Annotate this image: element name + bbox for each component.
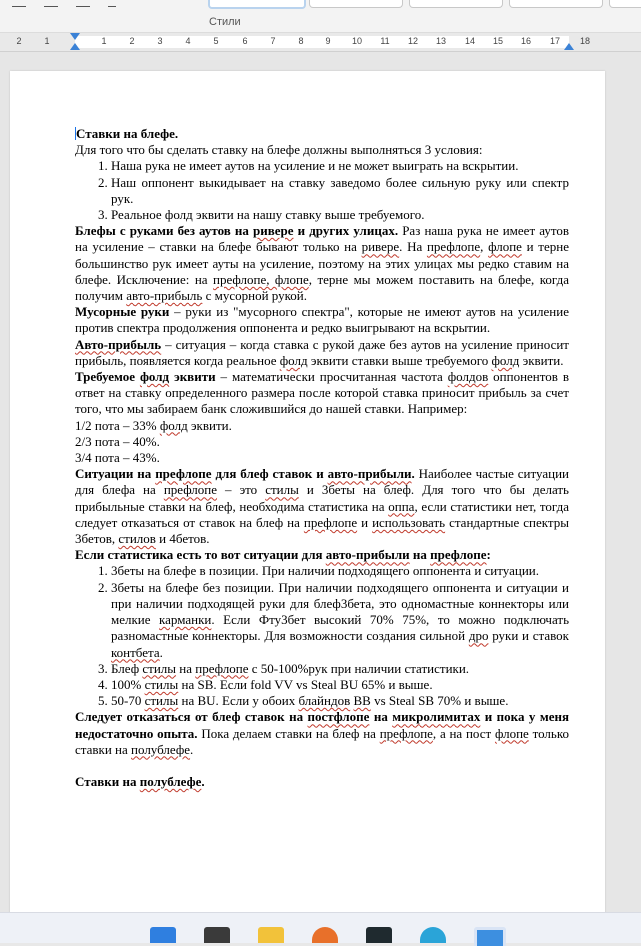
list-item: 2. 3беты на блефе без позиции. При наличии подходящего оппонента и ситуации и при наличии подходящей руки для блеф3бета, это одномастные коннекторы или мелкие карманки. Если Фту3бет высокий 70% 75%, то можно подключать разномастные коннекторы. Для возможности создания сильной дро руки и ставок контбета. bbox=[111, 580, 569, 661]
ruler-number: 1 bbox=[44, 36, 50, 46]
ruler-number: 3 bbox=[157, 36, 163, 46]
conditions-list bbox=[75, 158, 569, 223]
ruler-number: 2 bbox=[129, 36, 135, 46]
empty-line bbox=[75, 758, 569, 774]
ruler-number: 1 bbox=[101, 36, 107, 46]
firefox-icon[interactable] bbox=[312, 927, 338, 943]
ruler-number: 10 bbox=[351, 36, 363, 46]
horizontal-ruler[interactable] bbox=[0, 33, 641, 52]
document-page[interactable] bbox=[10, 71, 605, 921]
list-item: 5. 50-70 стилы на BU. Если у обоих блайндов BB vs Steal SB 70% и выше. bbox=[111, 693, 569, 709]
style-preset-4[interactable] bbox=[509, 0, 603, 8]
file-explorer-icon[interactable] bbox=[258, 927, 284, 943]
paragraph-required-fold-equity: Требуемое фолд эквити – математически просчитанная частота фолдов оппонентов в ответ на ставку определенного размера после которой ставка приносит прибыль за счет того, что мы забираем банк сложившийся до нашей ставки. Например: bbox=[75, 369, 569, 417]
paragraph-trash-hands: Мусорные руки – руки из "мусорного спектра", которые не имеют аутов на усиление против спектра продолжения оппонента и редко выигрывают на вскрытии. bbox=[75, 304, 569, 336]
example-line: 2/3 пота – 40%. bbox=[75, 433, 160, 449]
paragraph-auto-profit: Авто-прибыль – ситуация – когда ставка с рукой даже без аутов на усиление приносит прибыль, появляется когда реальное фолд эквити ставки выше требуемого фолд эквити. bbox=[75, 336, 569, 368]
ruler-number: 4 bbox=[185, 36, 191, 46]
ruler-number: 2 bbox=[16, 36, 22, 46]
ruler-number: 16 bbox=[520, 36, 532, 46]
list-item: 3. Блеф стилы на префлопе с 50-100%рук при наличии статистики. bbox=[111, 661, 569, 677]
ruler-number: 12 bbox=[407, 36, 419, 46]
heading-semi-bluff: Ставки на полублефе. bbox=[75, 773, 205, 789]
active-app-icon[interactable] bbox=[474, 927, 506, 946]
ribbon-toolbar bbox=[0, 0, 641, 33]
ruler-number: 11 bbox=[380, 36, 390, 46]
ruler-number: 6 bbox=[242, 36, 248, 46]
multilevel-list-icon[interactable] bbox=[76, 0, 90, 7]
numbering-icon[interactable] bbox=[44, 0, 58, 7]
style-preset-2[interactable] bbox=[309, 0, 403, 8]
list-item: 2. Наш оппонент выкидывает на ставку заведомо более сильную руку или спектр рук. bbox=[111, 175, 569, 207]
list-item: 4. 100% стилы на SB. Если fold VV vs Steal BU 65% и выше. bbox=[111, 677, 569, 693]
list-item: 1. Наша рука не имеет аутов на усиление и не может выиграть на вскрытии. bbox=[111, 158, 569, 174]
taskbar bbox=[0, 912, 641, 943]
globe-app-icon[interactable] bbox=[420, 927, 446, 943]
style-preset-1[interactable] bbox=[208, 0, 306, 9]
ruler-number: 18 bbox=[579, 36, 591, 46]
ruler-number: 8 bbox=[298, 36, 304, 46]
intro-paragraph: Для того что бы сделать ставку на блефе должны выполняться 3 условия: bbox=[75, 142, 483, 158]
ruler-number: 13 bbox=[435, 36, 447, 46]
list-item: 1. 3беты на блефе в позиции. При наличии подходящего оппонента и ситуации. bbox=[111, 563, 569, 579]
example-line: 3/4 пота – 43%. bbox=[75, 450, 160, 466]
paragraph-no-outs: Блефы с руками без аутов на ривере и других улицах. Раз наша рука не имеет аутов на усиление – ставки на блефе бывают только на ривере. На префлопе, флопе и терне большинство рук имеет ауты на усиление, поэтому на этих улицах мы редко ставим на блефе. Исключение: на префлопе, флопе, терне мы можем поставить на блефе, когда получим авто-прибыль с мусорной рукой. bbox=[75, 223, 570, 304]
right-indent-marker[interactable] bbox=[564, 43, 574, 50]
left-indent-marker[interactable] bbox=[70, 43, 80, 50]
ruler-number: 9 bbox=[325, 36, 331, 46]
ruler-number: 15 bbox=[492, 36, 504, 46]
ruler-number: 7 bbox=[270, 36, 276, 46]
paragraph-preflop-situations: Ситуации на префлопе для блеф ставок и авто-прибыли. Наиболее частые ситуации для блефа на префлопе – это стилы и 3беты на блеф. Для того что бы делать прибыльные ставки на блеф, необходима статистика на оппа, если статистики нет, тогда следует отказаться от ставок на блеф на префлопе и использовать стандартные спектры 3бетов, стилов и 4бетов. bbox=[75, 466, 569, 547]
ruler-number: 17 bbox=[549, 36, 561, 46]
document-body[interactable] bbox=[75, 126, 569, 790]
ruler-number: 14 bbox=[464, 36, 476, 46]
style-preset-3[interactable] bbox=[409, 0, 503, 8]
styles-group-label: Стили bbox=[209, 16, 241, 28]
bullets-icon[interactable] bbox=[12, 0, 26, 7]
document-canvas bbox=[0, 52, 641, 912]
paragraph-avoid-postflop: Следует отказаться от блеф ставок на постфлопе на микролимитах и пока у меня недостаточно опыта. Пока делаем ставки на блеф на префлопе, а на пост флопе только ставки на полублефе. bbox=[75, 709, 569, 757]
example-line: 1/2 пота – 33% фолд эквити. bbox=[75, 417, 232, 433]
first-line-indent-marker[interactable] bbox=[70, 33, 80, 40]
situations-list bbox=[75, 563, 569, 709]
task-view-icon[interactable] bbox=[204, 927, 230, 943]
style-preset-5[interactable] bbox=[609, 0, 641, 8]
terminal-icon[interactable] bbox=[366, 927, 392, 943]
start-menu-icon[interactable] bbox=[150, 927, 176, 943]
heading-bluff-bets: Ставки на блефе. bbox=[76, 126, 179, 141]
heading-stats-situations: Если статистика есть то вот ситуации для авто-прибыли на префлопе: bbox=[75, 547, 491, 563]
sort-icon[interactable] bbox=[108, 0, 116, 7]
ruler-number: 5 bbox=[213, 36, 219, 46]
list-item: 3. Реальное фолд эквити на нашу ставку выше требуемого. bbox=[111, 207, 569, 223]
